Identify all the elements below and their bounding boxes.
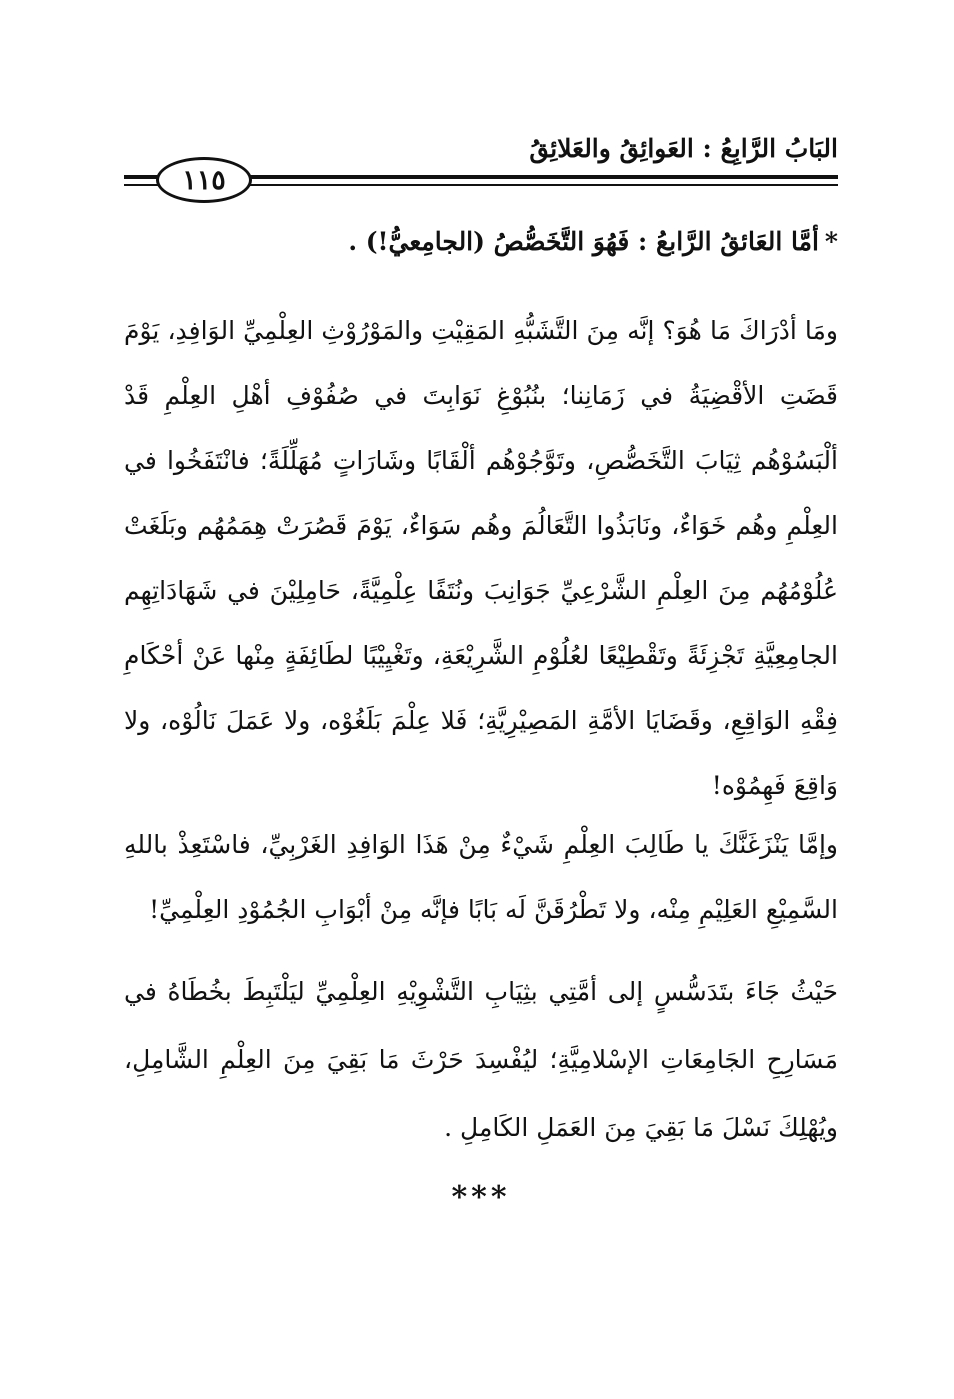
heading-text: أمَّا العَائقُ الرَّابعُ : فَهُوَ التَّخَصُّصُ (الجامِعيُّ!) . — [348, 227, 819, 256]
page-number: ١١٥ — [182, 164, 226, 196]
section-heading — [124, 222, 838, 262]
page-number-badge — [156, 157, 252, 203]
paragraph-2: وإمَّا يَنْزَغَنَّكَ يا طَالِبَ العِلْمِ شَيْءٌ مِنْ هَذَا الوَافِدِ الغَرْبِيِّ، فاسْتَعِذْ باللهِ السَّمِيْعِ العَلِيْمِ مِنْه، ولا تَطْرُقَنَّ لَه بَابًا فإنَّه مِنْ أبْوَابِ الجُمُوْدِ العِلْمِيِّ! — [124, 830, 838, 924]
section-divider: *** — [451, 1180, 511, 1215]
heading-bullet: * — [824, 227, 838, 256]
paragraph-3: حَيْثُ جَاءَ بتَدَسُّسٍ إلى أمَّتِي بثِيَابِ التَّشْوِيْهِ العِلْمِيِّ ليَلْتَبِطَ بخُطَاهُ في مَسَارِحِ الجَامِعَاتِ الإسْلامِيَّةِ؛ ليُفْسِدَ حَرْثَ مَا بَقِيَ مِنَ العِلْمِ الشَّامِلِ، ويُهْلِكَ نَسْلَ مَا بَقِيَ مِنَ العَمَلِ الكَامِلِ . — [124, 977, 838, 1142]
running-header-title: البَابُ الرَّابِعُ : العَوائِقُ والعَلائِقُ — [529, 134, 838, 163]
paragraph-1: ومَا أدْرَاكَ مَا هُوَ؟ إنَّه مِنَ التَّشَبُّهِ المَقِيْتِ والمَوْرُوْثِ العِلْمِيِّ الوَافِدِ، يَوْمَ قَضَتِ الأقْضِيَةُ في زَمَانِنا؛ بنُبُوْغِ نَوَابِتَ في صُفُوْفِ أهْلِ العِلْمِ قَدْ ألْبَسُوْهُم ثِيَابَ التَّخَصُّصِ، وتَوَّجُوْهُم ألْقَابًا وشَارَاتٍ مُهَلِّلَةً؛ فانْتَفَخُوا في العِلْمِ وهُم خَوَاءٌ، ونَابَذُوا التَّعَالُمَ وهُم سَوَاءٌ، يَوْمَ قَصُرَتْ هِمَمُهُم وبَلَغَتْ عُلُوْمُهُم مِنَ العِلْمِ الشَّرْعِيِّ جَوَانِبَ ونُتَفًا عِلْمِيَّةً، حَامِلِيْنَ في شَهَادَاتِهِم الجامِعِيَّةِ تَجْزِئَةً وتَقْطِيْعًا لعُلُوْمِ الشَّرِيْعَةِ، وتَغْيِيْبًا لطَائِفَةٍ مِنْها عَنْ أحْكَامِ فِقْهِ الوَاقِعِ، وقَضَايَا الأمَّةِ المَصِيْرِيَّةِ؛ فَلا عِلْمَ بَلَغُوْه، ولا عَمَلَ نَالُوْه، ولا وَاقِعَ فَهِمُوْه! — [124, 316, 838, 800]
